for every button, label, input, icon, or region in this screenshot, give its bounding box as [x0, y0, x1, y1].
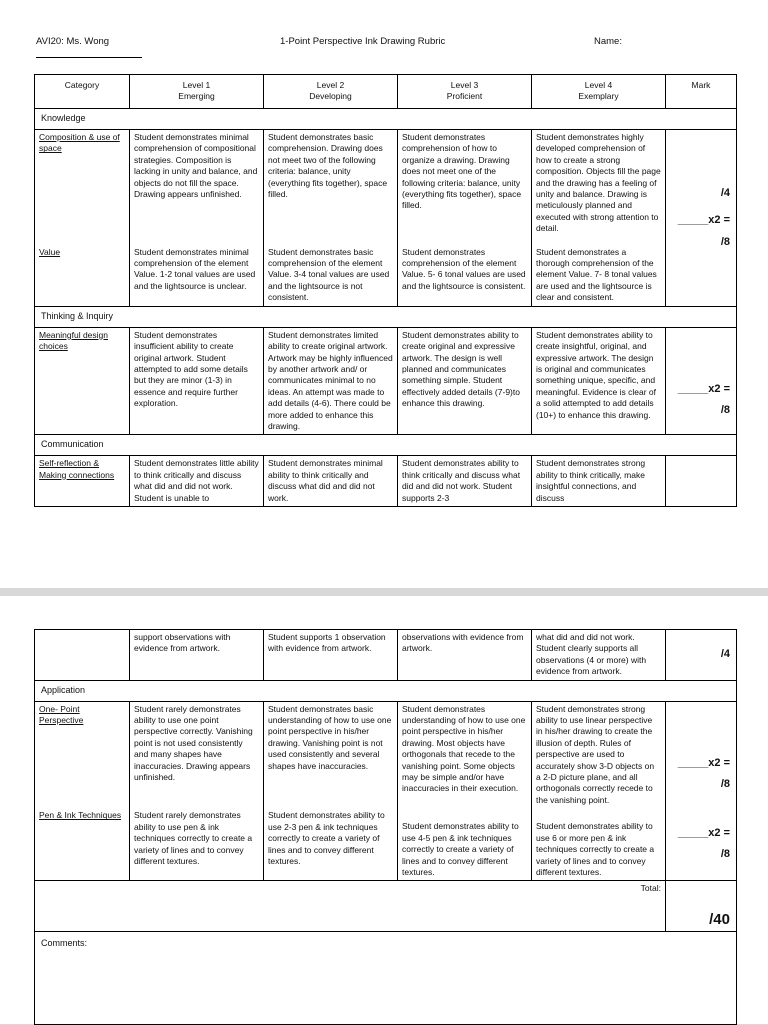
total-value: /40 [666, 881, 737, 932]
section-knowledge: Knowledge [35, 109, 737, 130]
composition-level-3: Student demonstrates comprehension of how to organize a drawing. Drawing does not meet one of the following criteria: balance, unity (everything fits together), space filled. [398, 130, 532, 237]
underline-divider [36, 57, 142, 58]
mark-reflection-empty [666, 456, 737, 507]
category-perspective: One- Point Perspective [35, 701, 130, 808]
design-level-4: Student demonstrates ability to create insightful, original, and expressive artwork. The design is original and communicates something unique, specific, and meaningful. Evidence is clear of a solid attempted to add details (10+) to enhance this drawing. [532, 327, 666, 435]
total-label: Total: [35, 881, 666, 932]
reflection-cont-level-3: observations with evidence from artwork. [398, 630, 532, 681]
header-level-4: Level 4 Exemplary [532, 75, 666, 109]
section-communication: Communication [35, 435, 737, 456]
rubric-table-part-1 [34, 74, 737, 507]
design-level-1: Student demonstrates insufficient ability to create original artwork. Student attempted to add some details but they are minor (1-3) in essence and require further exploration. [130, 327, 264, 435]
perspective-level-2: Student demonstrates basic understanding of how to use one point perspective in his/her drawing. Vanishing point is not used consistently and several shapes have inaccuracies. [264, 701, 398, 808]
comments-row [35, 932, 737, 1025]
ink-level-3: Student demonstrates ability to use 4-5 pen & ink techniques correctly to create a variety of lines and to convey different textures. [398, 808, 532, 881]
course-label: AVI20: Ms. Wong [36, 36, 110, 47]
comments-label: Comments: [35, 932, 737, 1025]
name-label: Name: [594, 36, 622, 47]
header-level-2: Level 2 Developing [264, 75, 398, 109]
ink-level-1: Student rarely demonstrates ability to use pen & ink techniques correctly to create a variety of lines and to convey different textures. [130, 808, 264, 881]
section-thinking: Thinking & Inquiry [35, 306, 737, 327]
row-reflection-continued [35, 630, 737, 681]
value-level-4: Student demonstrates a thorough comprehension of the element Value. 7- 8 tonal values are used and the lightsource is clear and consistent. [532, 237, 666, 307]
design-level-2: Student demonstrates limited ability to create original artwork. Artwork may be highly influenced by another artwork and/ or communicates minimal to no ideas. An attempt was made to add details (4-6). There could be more added to enhance this drawing. [264, 327, 398, 435]
category-composition: Composition & use of space [35, 130, 130, 237]
mark-thinking: _____x2 = /8 [666, 327, 737, 435]
column-header-row [35, 75, 737, 109]
reflection-cont-level-1: support observations with evidence from artwork. [130, 630, 264, 681]
rubric-title: 1-Point Perspective Ink Drawing Rubric [280, 36, 446, 47]
mark-ink: _____x2 = /8 [666, 808, 737, 881]
row-reflection [35, 456, 737, 507]
header-level-3: Level 3 Proficient [398, 75, 532, 109]
reflection-level-3: Student demonstrates ability to think critically and discuss what did and did not work. Student supports 2-3 [398, 456, 532, 507]
category-ink: Pen & Ink Techniques [35, 808, 130, 881]
design-level-3: Student demonstrates ability to create original and expressive artwork. The design is well planned and communicates something simple. Student effectively added details (7-9)to enhance this drawing. [398, 327, 532, 435]
header-mark: Mark [666, 75, 737, 109]
row-composition [35, 130, 737, 237]
composition-level-2: Student demonstrates basic comprehension. Drawing does not meet two of the following criteria: balance, unity (everything fits together), space filled. [264, 130, 398, 237]
perspective-level-3: Student demonstrates understanding of how to use one point perspective in his/her drawing. Most objects have orthogonals that recede to the vanishing point. Some objects may be simple and/or have inaccuracies in their execution. [398, 701, 532, 808]
category-reflection: Self-reflection & Making connections [35, 456, 130, 507]
category-design: Meaningful design choices [35, 327, 130, 435]
row-value [35, 237, 737, 307]
category-value: Value [35, 237, 130, 307]
reflection-cont-category [35, 630, 130, 681]
ink-level-2: Student demonstrates ability to use 2-3 pen & ink techniques correctly to create a variety of lines and to convey different textures. [264, 808, 398, 881]
mark-perspective: _____x2 = /8 [666, 701, 737, 808]
rubric-page-2 [0, 596, 768, 1024]
section-application: Application [35, 680, 737, 701]
value-level-3: Student demonstrates comprehension of the element Value. 5- 6 tonal values are used and the lightsource is consistent. [398, 237, 532, 307]
row-ink [35, 808, 737, 881]
rubric-table-part-2 [34, 629, 737, 1025]
value-level-1: Student demonstrates minimal comprehension of the element Value. 1-2 tonal values are used and the lightsource is unclear. [130, 237, 264, 307]
value-level-2: Student demonstrates basic comprehension of the element Value. 3-4 tonal values are used and the lightsource is not consistent. [264, 237, 398, 307]
mark-communication: /4 [666, 630, 737, 681]
row-design [35, 327, 737, 435]
header-category: Category [35, 75, 130, 109]
composition-level-1: Student demonstrates minimal comprehension of compositional strategies. Composition is lacking in unity and balance, and objects do not fill the space. Drawing appears unfinished. [130, 130, 264, 237]
reflection-level-2: Student demonstrates minimal ability to think critically and discuss what did and did not work. [264, 456, 398, 507]
mark-knowledge: /4 _____x2 = /8 [666, 130, 737, 307]
row-perspective [35, 701, 737, 808]
reflection-level-1: Student demonstrates little ability to think critically and discuss what did and did not work. Student is unable to [130, 456, 264, 507]
reflection-cont-level-4: what did and did not work. Student clearly supports all observations (4 or more) with evidence from artwork. [532, 630, 666, 681]
perspective-level-1: Student rarely demonstrates ability to use one point perspective correctly. Vanishing point is not used consistently and many shapes have inaccuracies. Drawing appears unfinished. [130, 701, 264, 808]
total-row [35, 881, 737, 932]
ink-level-4: Student demonstrates ability to use 6 or more pen & ink techniques correctly to create a variety of lines and to convey different textures. [532, 808, 666, 881]
reflection-level-4: Student demonstrates strong ability to think critically, make insightful connections, and discuss [532, 456, 666, 507]
reflection-cont-level-2: Student supports 1 observation with evidence from artwork. [264, 630, 398, 681]
composition-level-4: Student demonstrates highly developed comprehension of how to create a strong composition. Objects fill the page and the drawing has a feeling of unity and balance. Drawing is meticulously planned and executed with strong attention to detail. [532, 130, 666, 237]
header-level-1: Level 1 Emerging [130, 75, 264, 109]
perspective-level-4: Student demonstrates strong ability to use linear perspective in his/her drawing to create the illusion of depth. Rules of perspective are used to accurately show 3-D objects on a 2-D picture plane, and all orthogonals correctly recede to the vanishing point. [532, 701, 666, 808]
